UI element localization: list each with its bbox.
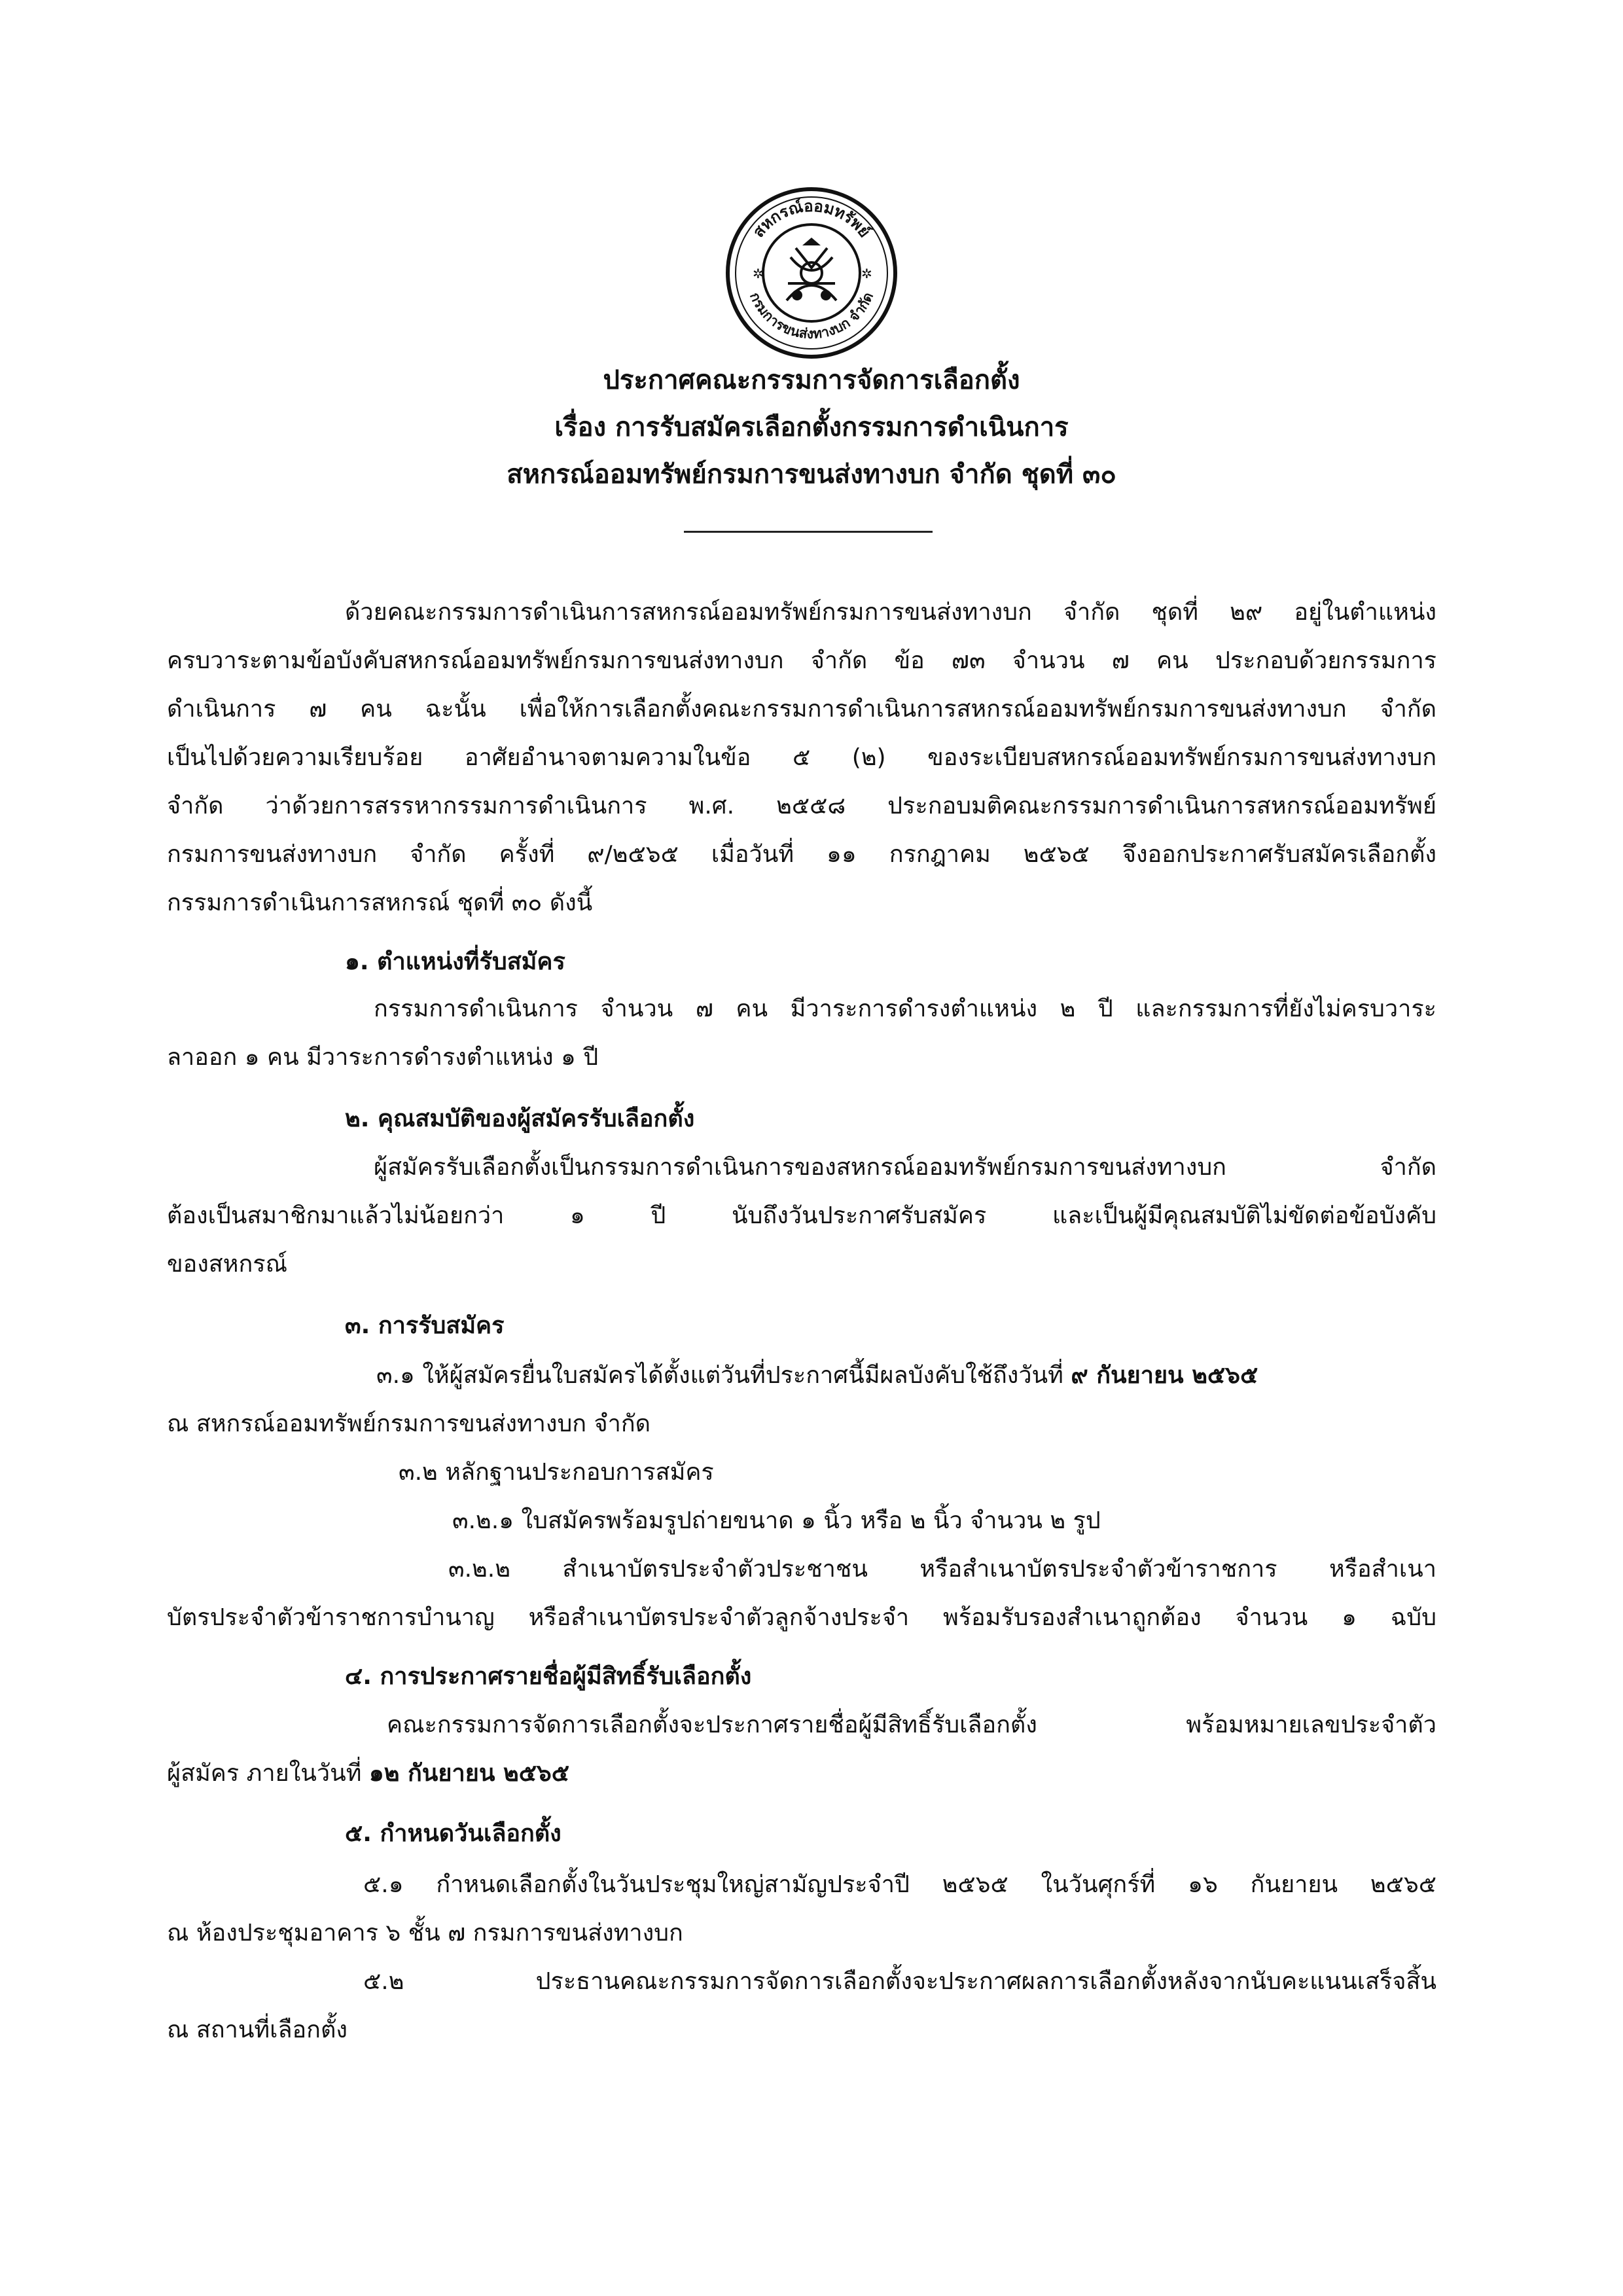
clause-3-1	[376, 1360, 1258, 1391]
section-2-line: ของสหกรณ์	[167, 1251, 288, 1278]
clause-5-1-location: ณ ห้องประชุมอาคาร ๖ ชั้น ๗ กรมการขนส่งทางบก	[167, 1920, 683, 1946]
section-1-line: ลาออก ๑ คน มีวาระการดำรงตำแหน่ง ๑ ปี	[167, 1044, 599, 1071]
section-3-heading: ๓. การรับสมัคร	[345, 1312, 505, 1339]
intro-line: ดำเนินการ ๗ คน ฉะนั้น เพื่อให้การเลือกตั้งคณะกรรมการดำเนินการสหกรณ์ออมทรัพย์กรมการขนส่งทางบก จำกัด	[167, 696, 1436, 723]
announcement-subject: เรื่อง การรับสมัครเลือกตั้งกรรมการดำเนินการ	[554, 412, 1069, 442]
intro-line: เป็นไปด้วยความเรียบร้อย อาศัยอำนาจตามความในข้อ ๕ (๒) ของระเบียบสหกรณ์ออมทรัพย์กรมการขนส่งทางบก	[167, 744, 1436, 771]
section-4-heading: ๔. การประกาศรายชื่อผู้มีสิทธิ์รับเลือกตั้ง	[345, 1663, 752, 1690]
svg-text:✲: ✲	[861, 266, 872, 281]
clause-5-2: ๕.๒ ประธานคณะกรรมการจัดการเลือกตั้งจะประกาศผลการเลือกตั้งหลังจากนับคะแนนเสร็จสิ้น	[363, 1968, 1436, 1995]
section-2-line: ผู้สมัครรับเลือกตั้งเป็นกรรมการดำเนินการของสหกรณ์ออมทรัพย์กรมการขนส่งทางบก จำกัด	[374, 1154, 1436, 1181]
svg-text:✲: ✲	[753, 266, 764, 281]
section-4-text: ผู้สมัคร ภายในวันที่	[167, 1760, 369, 1787]
section-5-heading: ๕. กำหนดวันเลือกตั้ง	[345, 1820, 562, 1847]
intro-line: ครบวาระตามข้อบังคับสหกรณ์ออมทรัพย์กรมการขนส่งทางบก จำกัด ข้อ ๗๓ จำนวน ๗ คน ประกอบด้วยกรรมการ	[167, 647, 1436, 674]
section-2-heading: ๒. คุณสมบัติของผู้สมัครรับเลือกตั้ง	[345, 1105, 695, 1132]
announcement-title: ประกาศคณะกรรมการจัดการเลือกตั้ง	[603, 365, 1020, 395]
title-divider	[684, 531, 933, 533]
intro-line: จำกัด ว่าด้วยการสรรหากรรมการดำเนินการ พ.ศ. ๒๕๕๘ ประกอบมติคณะกรรมการดำเนินการสหกรณ์ออมทรัพย์	[167, 793, 1436, 819]
svg-text:กรมการขนส่งทางบก จำกัด: กรมการขนส่งทางบก จำกัด	[747, 290, 876, 342]
cooperative-seal-icon	[724, 185, 899, 361]
clause-3-1-location: ณ สหกรณ์ออมทรัพย์กรมการขนส่งทางบก จำกัด	[167, 1410, 651, 1437]
intro-line: ด้วยคณะกรรมการดำเนินการสหกรณ์ออมทรัพย์กรมการขนส่งทางบก จำกัด ชุดที่ ๒๙ อยู่ในตำแหน่ง	[345, 599, 1436, 626]
clause-3-1-text: ๓.๑ ให้ผู้สมัครยื่นใบสมัครได้ตั้งแต่วันที่ประกาศนี้มีผลบังคับใช้ถึงวันที่	[376, 1362, 1071, 1389]
clause-5-2-location: ณ สถานที่เลือกตั้ง	[167, 2017, 348, 2043]
clause-3-2-2: ๓.๒.๒ สำเนาบัตรประจำตัวประชาชน หรือสำเนาบัตรประจำตัวข้าราชการ หรือสำเนา	[448, 1556, 1436, 1583]
section-2-line: ต้องเป็นสมาชิกมาแล้วไม่น้อยกว่า ๑ ปี นับถึงวันประกาศรับสมัคร และเป็นผู้มีคุณสมบัติไม่ขัดต่อข้อบังคับ	[167, 1202, 1436, 1229]
clause-3-2-1: ๓.๒.๑ ใบสมัครพร้อมรูปถ่ายขนาด ๑ นิ้ว หรือ ๒ นิ้ว จำนวน ๒ รูป	[452, 1507, 1101, 1534]
intro-line: กรมการขนส่งทางบก จำกัด ครั้งที่ ๙/๒๕๖๕ เมื่อวันที่ ๑๑ กรกฎาคม ๒๕๖๕ จึงออกประกาศรับสมัครเลือกตั้ง	[167, 841, 1436, 868]
intro-line: กรรมการดำเนินการสหกรณ์ ชุดที่ ๓๐ ดังนี้	[167, 889, 593, 916]
section-4-line	[167, 1758, 569, 1789]
announcement-organization: สหกรณ์ออมทรัพย์กรมการขนส่งทางบก จำกัด ชุดที่ ๓๐	[507, 459, 1116, 490]
clause-3-2-2-cont: บัตรประจำตัวข้าราชการบำนาญ หรือสำเนาบัตรประจำตัวลูกจ้างประจำ พร้อมรับรองสำเนาถูกต้อง จำนวน ๑ ฉบับ	[167, 1604, 1436, 1631]
clause-5-1: ๕.๑ กำหนดเลือกตั้งในวันประชุมใหญ่สามัญประจำปี ๒๕๖๕ ในวันศุกร์ที่ ๑๖ กันยายน ๒๕๖๕	[363, 1871, 1437, 1898]
section-1-heading: ๑. ตำแหน่งที่รับสมัคร	[345, 948, 565, 975]
clause-3-2: ๓.๒ หลักฐานประกอบการสมัคร	[399, 1459, 714, 1486]
candidate-list-date: ๑๒ กันยายน ๒๕๖๕	[368, 1760, 570, 1787]
section-4-line: คณะกรรมการจัดการเลือกตั้งจะประกาศรายชื่อผู้มีสิทธิ์รับเลือกตั้ง พร้อมหมายเลขประจำตัว	[387, 1712, 1436, 1738]
application-deadline: ๙ กันยายน ๒๕๖๕	[1071, 1362, 1258, 1389]
section-1-line: กรรมการดำเนินการ จำนวน ๗ คน มีวาระการดำรงตำแหน่ง ๒ ปี และกรรมการที่ยังไม่ครบวาระ	[374, 996, 1436, 1022]
svg-text:สหกรณ์ออมทรัพย์: สหกรณ์ออมทรัพย์	[749, 196, 874, 242]
